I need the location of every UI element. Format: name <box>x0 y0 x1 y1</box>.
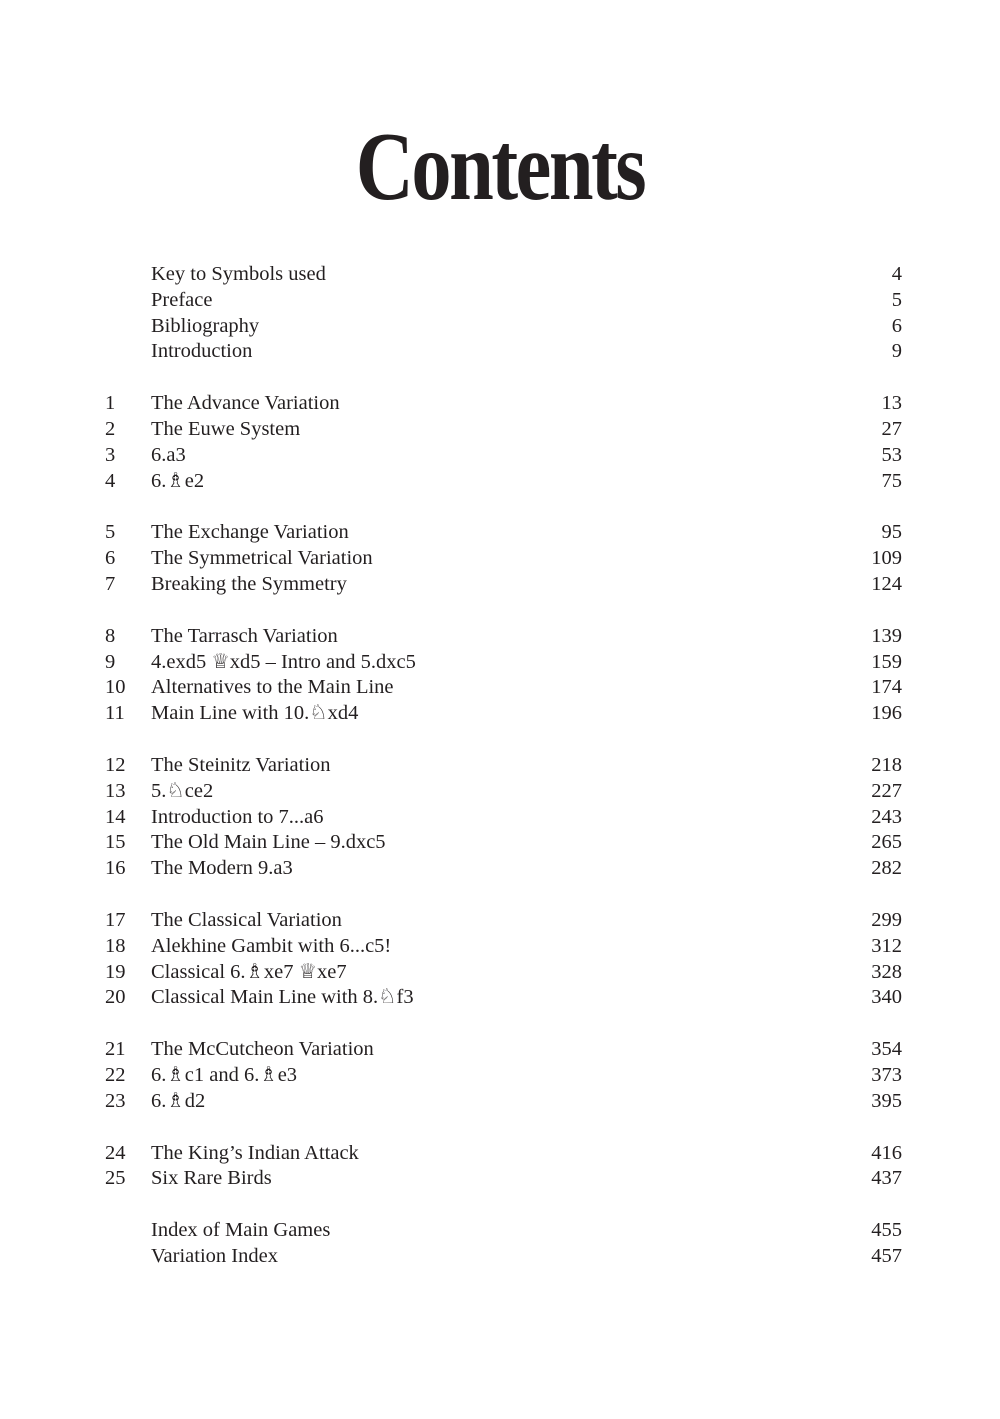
toc-entry-page: 457 <box>871 1244 902 1267</box>
toc-entry-number: 8 <box>105 624 116 647</box>
toc-entry-number: 23 <box>105 1089 126 1112</box>
toc-entry-number: 14 <box>105 805 126 828</box>
toc-entry-page: 174 <box>871 676 902 699</box>
toc-group <box>105 1141 902 1193</box>
toc-entry-page: 218 <box>871 753 902 776</box>
toc-entry <box>105 675 902 701</box>
toc-entry-number: 3 <box>105 443 116 466</box>
toc-entry-page: 373 <box>871 1063 902 1086</box>
toc-entry-number: 6 <box>105 547 116 570</box>
toc-entry-page: 243 <box>871 805 902 828</box>
toc-entry <box>105 572 902 598</box>
toc-entry <box>105 934 902 960</box>
toc-entry-number: 5 <box>105 521 116 544</box>
toc-entry-page: 312 <box>871 934 902 957</box>
toc-entry-title: 6.♗e2 <box>151 469 205 492</box>
toc-group <box>105 391 902 494</box>
toc-entry-page: 4 <box>891 263 902 285</box>
toc-entry-title: 6.♗d2 <box>151 1089 206 1112</box>
toc-entry-page: 299 <box>871 908 902 931</box>
toc-entry-title: 4.exd5 ♕xd5 – Intro and 5.dxc5 <box>151 650 416 673</box>
toc-entry <box>105 960 902 986</box>
toc-entry <box>105 443 902 469</box>
toc-entry-number: 12 <box>105 753 126 776</box>
toc-entry-page: 282 <box>871 857 902 880</box>
toc-entry-page: 139 <box>871 624 902 647</box>
toc-entry-page: 53 <box>881 443 902 466</box>
toc-entry-title: The Advance Variation <box>151 392 340 415</box>
toc-entry-page: 455 <box>871 1219 902 1242</box>
toc-entry <box>105 288 902 314</box>
toc-entry-number: 15 <box>105 831 126 854</box>
toc-entry-page: 196 <box>871 702 902 725</box>
toc-entry-title: Key to Symbols used <box>151 263 326 285</box>
toc-entry-title: The Symmetrical Variation <box>151 547 373 570</box>
toc-entry <box>105 701 902 727</box>
toc-entry-number: 4 <box>105 469 116 492</box>
toc-entry <box>105 520 902 546</box>
toc-entry-page: 6 <box>891 314 902 337</box>
toc-entry-title: Six Rare Birds <box>151 1167 272 1190</box>
toc-entry <box>105 856 902 882</box>
toc-entry <box>105 830 902 856</box>
toc-group <box>105 520 902 597</box>
toc-entry-title: Bibliography <box>151 314 260 337</box>
toc-entry-page: 395 <box>871 1089 902 1112</box>
toc-entry <box>105 417 902 443</box>
toc-entry-title: The Classical Variation <box>151 908 342 931</box>
page-title: Contents <box>355 113 645 221</box>
toc-group <box>105 624 902 727</box>
toc-entry-title: The King’s Indian Attack <box>151 1141 359 1164</box>
toc-entry-title: The Modern 9.a3 <box>151 857 293 880</box>
toc-entry-page: 437 <box>871 1167 902 1190</box>
toc-entry-page: 13 <box>881 392 902 415</box>
toc-entry-title: 5.♘ce2 <box>151 779 214 802</box>
toc-entry-title: The Old Main Line – 9.dxc5 <box>151 831 386 854</box>
toc-entry-page: 9 <box>891 340 902 363</box>
toc-entry-title: The Exchange Variation <box>151 521 349 544</box>
toc-entry <box>105 1063 902 1089</box>
toc-entry-title: 6.a3 <box>151 443 186 466</box>
toc-entry-number: 19 <box>105 960 126 983</box>
toc-entry <box>105 262 902 288</box>
toc-entry <box>105 753 902 779</box>
toc-entry <box>105 469 902 495</box>
toc-entry-page: 354 <box>871 1038 902 1061</box>
toc-entry-title: Introduction to 7...a6 <box>151 805 324 828</box>
toc-entry <box>105 779 902 805</box>
toc-entry-number: 21 <box>105 1038 126 1061</box>
toc-entry-page: 159 <box>871 650 902 673</box>
toc-entry-title: Alternatives to the Main Line <box>151 676 394 699</box>
toc-group <box>105 908 902 1011</box>
toc-entry-page: 75 <box>881 469 902 492</box>
toc-entry-title: Variation Index <box>151 1244 278 1267</box>
toc-entry <box>105 391 902 417</box>
toc-entry-page: 95 <box>881 521 902 544</box>
toc-entry-number: 25 <box>105 1167 126 1190</box>
toc-entry <box>105 1037 902 1063</box>
toc-entry-page: 124 <box>871 572 902 595</box>
toc-entry-number: 9 <box>105 650 116 673</box>
toc-entry-number: 1 <box>105 392 116 415</box>
toc-entry-title: Alekhine Gambit with 6...c5! <box>151 934 392 957</box>
toc-entry <box>105 805 902 831</box>
toc-entry <box>105 1218 902 1244</box>
toc-entry <box>105 546 902 572</box>
toc-entry-number: 17 <box>105 908 126 931</box>
toc-group <box>105 1218 902 1270</box>
toc-entry-page: 5 <box>891 288 902 311</box>
toc-entry-number: 16 <box>105 857 126 880</box>
toc-group <box>105 262 902 365</box>
toc-entry-number: 22 <box>105 1063 126 1086</box>
table-of-contents <box>105 262 902 1296</box>
toc-entry-number: 11 <box>105 702 125 725</box>
toc-entry-number: 20 <box>105 986 126 1009</box>
toc-entry <box>105 650 902 676</box>
toc-entry-number: 10 <box>105 676 126 699</box>
toc-entry-title: Index of Main Games <box>151 1219 331 1242</box>
toc-entry-page: 265 <box>871 831 902 854</box>
toc-entry <box>105 908 902 934</box>
toc-entry <box>105 1166 902 1192</box>
toc-entry-page: 416 <box>871 1141 902 1164</box>
toc-entry-title: Breaking the Symmetry <box>151 572 347 595</box>
toc-entry-page: 340 <box>871 986 902 1009</box>
toc-entry-number: 13 <box>105 779 126 802</box>
toc-group <box>105 1037 902 1114</box>
toc-entry-number: 7 <box>105 572 116 595</box>
toc-entry <box>105 985 902 1011</box>
toc-entry-title: The Euwe System <box>151 417 301 440</box>
toc-entry-page: 227 <box>871 779 902 802</box>
toc-entry-title: 6.♗c1 and 6.♗e3 <box>151 1063 298 1086</box>
toc-entry-title: The Tarrasch Variation <box>151 624 338 647</box>
toc-entry <box>105 314 902 340</box>
toc-group <box>105 753 902 882</box>
toc-entry-number: 2 <box>105 417 116 440</box>
toc-entry-number: 24 <box>105 1141 126 1164</box>
toc-entry-title: The McCutcheon Variation <box>151 1038 374 1061</box>
toc-entry-title: Introduction <box>151 340 253 363</box>
toc-entry-title: The Steinitz Variation <box>151 753 331 776</box>
toc-entry <box>105 1089 902 1115</box>
toc-entry-title: Classical Main Line with 8.♘f3 <box>151 986 414 1009</box>
toc-entry <box>105 339 902 365</box>
toc-entry-title: Classical 6.♗xe7 ♕xe7 <box>151 960 347 983</box>
toc-entry-title: Main Line with 10.♘xd4 <box>151 702 359 725</box>
toc-entry-page: 109 <box>871 547 902 570</box>
toc-entry-page: 328 <box>871 960 902 983</box>
toc-entry <box>105 1244 902 1270</box>
toc-entry-title: Preface <box>151 288 213 311</box>
toc-entry-page: 27 <box>881 417 902 440</box>
toc-entry <box>105 1141 902 1167</box>
toc-entry-number: 18 <box>105 934 126 957</box>
toc-entry <box>105 624 902 650</box>
